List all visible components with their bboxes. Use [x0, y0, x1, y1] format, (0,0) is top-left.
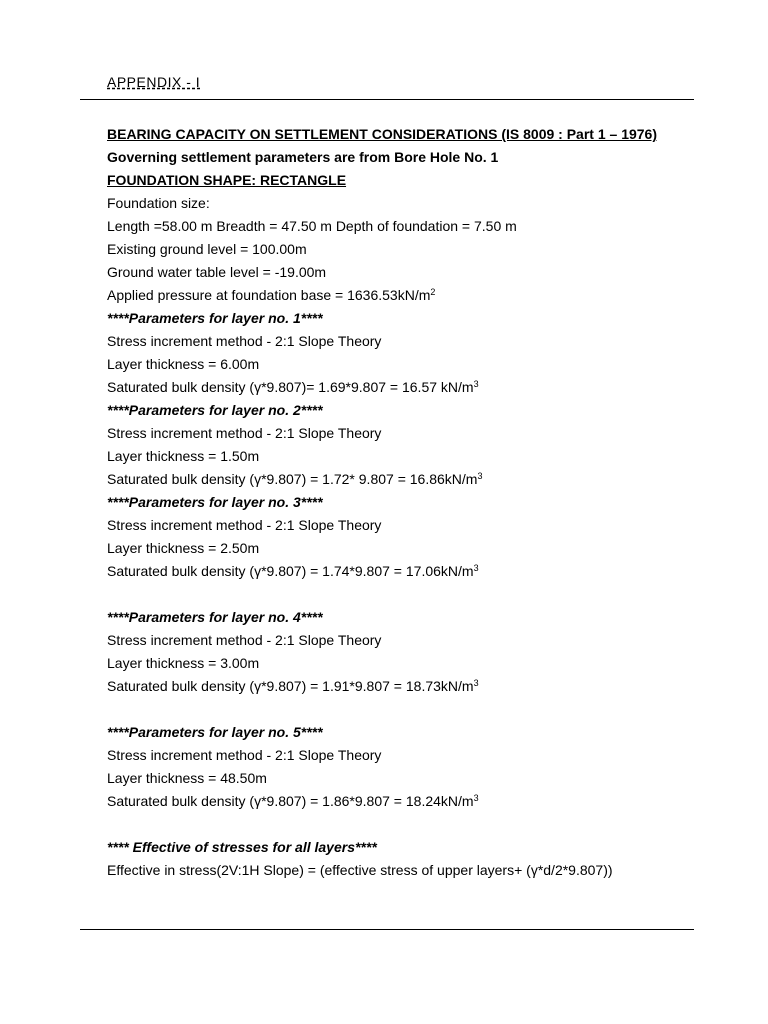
- layer-4-thickness: Layer thickness = 3.00m: [107, 655, 260, 671]
- layer-4-density: [107, 675, 707, 698]
- layer-5-thickness: Layer thickness = 48.50m: [107, 770, 267, 786]
- layer-1-density: [107, 376, 707, 399]
- applied-pressure-text: Applied pressure at foundation base = 1636.53kN/m: [107, 287, 431, 303]
- layer-1-density-superscript: 3: [473, 379, 479, 389]
- appendix-label: APPENDIX - I: [107, 74, 201, 90]
- layer-2-thickness: Layer thickness = 1.50m: [107, 448, 260, 464]
- applied-pressure-superscript: 2: [430, 287, 436, 297]
- layer-4-density-superscript: 3: [473, 678, 479, 688]
- main-heading: BEARING CAPACITY ON SETTLEMENT CONSIDERATIONS (IS 8009 : Part 1 – 1976): [107, 126, 657, 142]
- layer-3-density-superscript: 3: [473, 563, 479, 573]
- layer-5-density-text: Saturated bulk density (γ*9.807) = 1.86*9.807 = 18.24kN/m: [107, 793, 474, 809]
- effective-stress-heading: **** Effective of stresses for all layers****: [107, 839, 377, 855]
- layer-4-method: Stress increment method - 2:1 Slope Theory: [107, 632, 382, 648]
- layer-1-heading: ****Parameters for layer no. 1****: [107, 310, 323, 326]
- layer-4-density-text: Saturated bulk density (γ*9.807) = 1.91*9.807 = 18.73kN/m: [107, 678, 474, 694]
- layer-2-heading: ****Parameters for layer no. 2****: [107, 402, 323, 418]
- spacer: [107, 583, 707, 606]
- spacer: [107, 813, 707, 836]
- applied-pressure: [107, 284, 707, 307]
- layer-2-density: [107, 468, 707, 491]
- header-rule: [80, 99, 694, 100]
- layer-3-density-text: Saturated bulk density (γ*9.807) = 1.74*9.807 = 17.06kN/m: [107, 563, 474, 579]
- layer-5-heading: ****Parameters for layer no. 5****: [107, 724, 323, 740]
- layer-3-density: [107, 560, 707, 583]
- spacer: [107, 698, 707, 721]
- layer-2-density-text: Saturated bulk density (γ*9.807) = 1.72* 9.807 = 16.86kN/m: [107, 471, 478, 487]
- layer-3-heading: ****Parameters for layer no. 3****: [107, 494, 323, 510]
- layer-2-density-superscript: 3: [477, 471, 483, 481]
- layer-1-method: Stress increment method - 2:1 Slope Theory: [107, 333, 382, 349]
- foundation-size-label: Foundation size:: [107, 195, 210, 211]
- footer-rule: [80, 929, 694, 930]
- layer-4-heading: ****Parameters for layer no. 4****: [107, 609, 323, 625]
- layer-3-method: Stress increment method - 2:1 Slope Theory: [107, 517, 382, 533]
- existing-ground-level: Existing ground level = 100.00m: [107, 241, 307, 257]
- layer-1-thickness: Layer thickness = 6.00m: [107, 356, 260, 372]
- foundation-shape: FOUNDATION SHAPE: RECTANGLE: [107, 172, 347, 188]
- layer-5-density-superscript: 3: [473, 793, 479, 803]
- layer-2-method: Stress increment method - 2:1 Slope Theory: [107, 425, 382, 441]
- layer-5-density: [107, 790, 707, 813]
- layer-1-density-text: Saturated bulk density (γ*9.807)= 1.69*9.807 = 16.57 kN/m: [107, 379, 474, 395]
- governing-parameters: Governing settlement parameters are from Bore Hole No. 1: [107, 149, 499, 165]
- layer-5-method: Stress increment method - 2:1 Slope Theory: [107, 747, 382, 763]
- document-body: [107, 123, 707, 882]
- effective-stress-formula: Effective in stress(2V:1H Slope) = (effective stress of upper layers+ (γ*d/2*9.807)): [107, 862, 613, 878]
- foundation-dimensions: Length =58.00 m Breadth = 47.50 m Depth of foundation = 7.50 m: [107, 218, 517, 234]
- layer-3-thickness: Layer thickness = 2.50m: [107, 540, 260, 556]
- ground-water-level: Ground water table level = -19.00m: [107, 264, 327, 280]
